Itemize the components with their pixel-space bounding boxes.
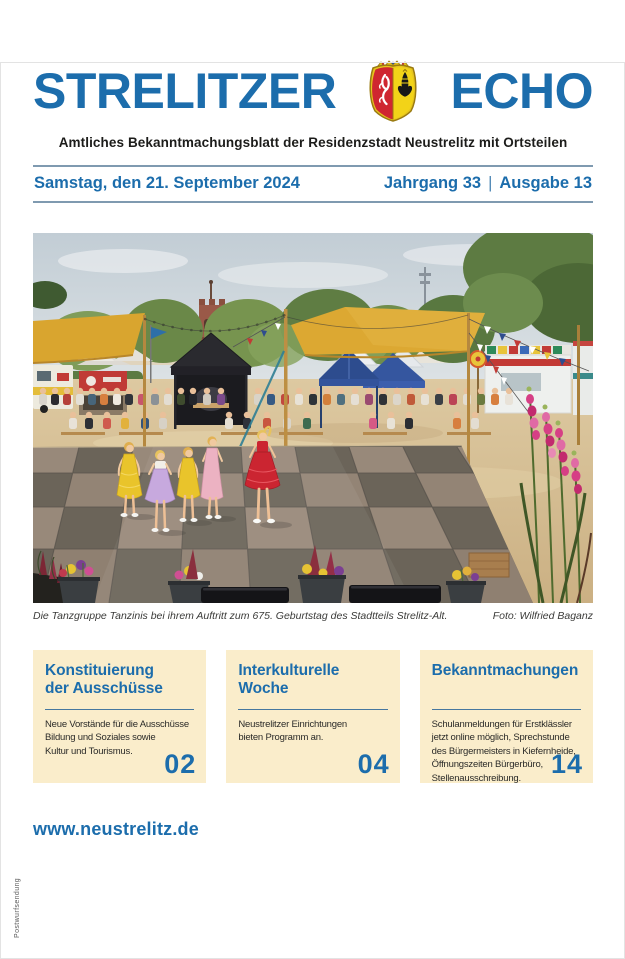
edge-label-postwurfsendung: Postwurfsendung <box>14 877 21 938</box>
cover-photo-illustration <box>33 233 593 603</box>
issue-info <box>384 174 592 193</box>
masthead-subtitle: Amtliches Bekanntmachungsblatt der Residenzstadt Neustrelitz mit Ortsteilen <box>58 135 568 150</box>
masthead-title-left: STRELITZER <box>33 63 337 119</box>
website-link[interactable]: www.neustrelitz.de <box>33 819 199 839</box>
teaser-divider <box>432 709 581 710</box>
teaser-title: Konstituierung der Ausschüsse <box>45 662 163 698</box>
teaser-box-konstituierung <box>33 650 206 783</box>
teaser-body: Neustrelitzer Einrichtungen bieten Programm an. <box>238 719 347 744</box>
issue-bar <box>33 165 593 203</box>
photo-caption-row <box>33 610 593 622</box>
cover-photo <box>33 233 593 603</box>
photo-caption: Die Tanzgruppe Tanzinis bei ihrem Auftritt zum 675. Geburtstag des Stadtteils Strelitz-Alt. <box>33 610 448 622</box>
teaser-row <box>33 650 593 783</box>
newsletter-front-page <box>0 62 625 959</box>
issue-separator: | <box>488 174 493 192</box>
teaser-page-number: 02 <box>164 749 197 779</box>
photo-credit: Foto: Wilfried Baganz <box>492 610 593 622</box>
issue-date: Samstag, den 21. September 2024 <box>34 174 300 192</box>
teaser-divider <box>238 709 387 710</box>
teaser-page-number: 14 <box>550 749 583 779</box>
teaser-box-interkulturelle-woche <box>226 650 399 783</box>
teaser-divider <box>45 709 194 710</box>
teaser-body: Schulanmeldungen für Erstklässler jetzt online möglich, Sprechstunde des Bürgermeisters in Kiefernheide, Öffnungszeiten Bürgerbüro, Stellenausschreibung. <box>431 719 576 784</box>
masthead <box>33 62 593 120</box>
footer <box>33 819 593 840</box>
teaser-box-bekanntmachungen <box>420 650 593 783</box>
teaser-page-number: 04 <box>357 749 390 779</box>
issue-number: Ausgabe 13 <box>499 174 592 192</box>
masthead-title-right: ECHO <box>450 63 593 119</box>
teaser-body: Neue Vorstände für die Ausschüsse Bildung und Soziales sowie Kultur und Tourismus. <box>45 719 189 757</box>
page <box>0 62 625 840</box>
teaser-title: Bekanntmachungen <box>431 662 579 679</box>
neustrelitz-coat-of-arms-icon <box>363 59 423 123</box>
teaser-title: Interkulturelle Woche <box>238 662 340 698</box>
issue-volume: Jahrgang 33 <box>383 174 482 192</box>
